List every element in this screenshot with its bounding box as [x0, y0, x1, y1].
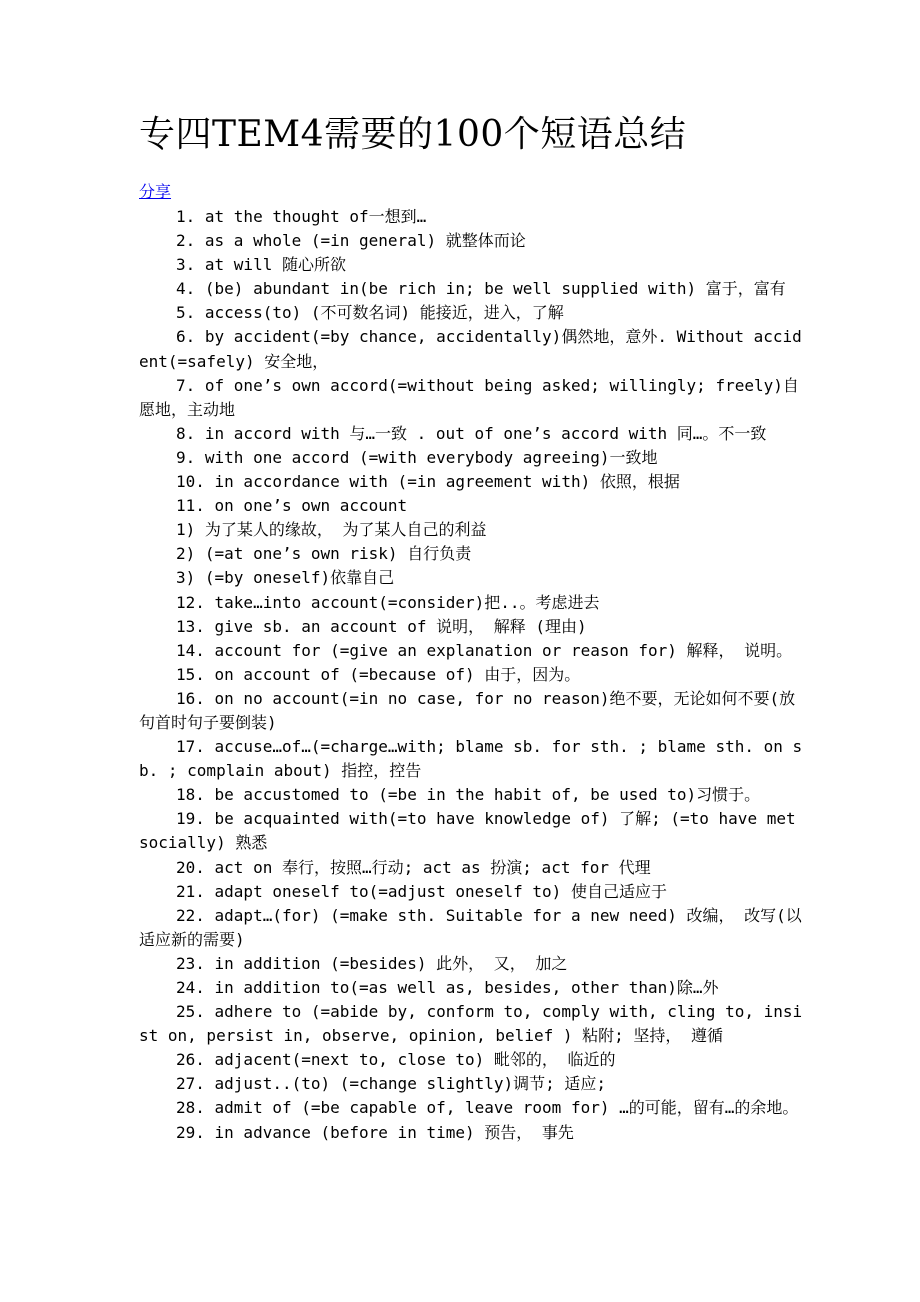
phrase-item: 22. adapt…(for) (=make sth. Suitable for a new need) 改编， 改写(以适应新的需要) [139, 905, 802, 949]
phrase-item: 16. on no account(=in no case, for no reason)绝不要，无论如何不要(放句首时句子要倒装) [139, 688, 796, 732]
phrase-item: 7. of one’s own accord(=without being asked; willingly; freely)自愿地，主动地 [139, 375, 799, 419]
phrase-item: 10. in accordance with (=in agreement with) 依照，根据 [176, 472, 680, 492]
phrase-item: 2) (=at one’s own risk) 自行负责 [176, 544, 472, 564]
phrase-item: 29. in advance (before in time) 预告， 事先 [176, 1122, 574, 1142]
phrase-item: 15. on account of (=because of) 由于，因为。 [176, 664, 581, 684]
phrase-item: 2. as a whole (=in general) 就整体而论 [176, 231, 526, 251]
phrase-item: 8. in accord with 与…一致 . out of one’s accord with 同…。不一致 [176, 423, 767, 443]
phrase-item: 24. in addition to(=as well as, besides, other than)除…外 [176, 978, 719, 997]
share-link[interactable]: 分享 [139, 182, 172, 201]
phrase-item: 21. adapt oneself to(=adjust oneself to) 使自己适应于 [176, 881, 667, 901]
phrase-item: 4. (be) abundant in(be rich in; be well supplied with) 富于，富有 [176, 279, 786, 299]
phrase-item: 19. be acquainted with(=to have knowledge of) 了解; (=to have met socially) 熟悉 [139, 809, 796, 853]
phrase-item: 12. take…into account(=consider)把..。考虑进去 [176, 592, 600, 612]
page-title: 专四TEM4需要的100个短语总结 [139, 114, 687, 155]
phrase-item: 3) (=by oneself)依靠自己 [176, 568, 395, 588]
phrase-list [139, 205, 811, 1145]
phrase-item: 18. be accustomed to (=be in the habit of, be used to)习惯于。 [176, 785, 761, 805]
phrase-item: 23. in addition (=besides) 此外， 又， 加之 [176, 953, 568, 973]
phrase-item: 1) 为了某人的缘故， 为了某人自己的利益 [176, 520, 487, 540]
phrase-item: 20. act on 奉行，按照…行动; act as 扮演; act for 代理 [176, 857, 651, 877]
phrase-item: 25. adhere to (=abide by, conform to, comply with, cling to, insist on, persist in, observe, opinion, belief ) 粘附; 坚持， 遵循 [139, 1002, 803, 1046]
phrase-item: 28. admit of (=be capable of, leave room for) …的可能，留有…的余地。 [176, 1098, 799, 1118]
phrase-item: 27. adjust..(to) (=change slightly)调节; 适应; [176, 1074, 607, 1094]
phrase-item: 3. at will 随心所欲 [176, 255, 346, 275]
phrase-item: 13. give sb. an account of 说明， 解释 (理由) [176, 616, 587, 636]
phrase-item: 6. by accident(=by chance, accidentally)偶然地，意外. Without accident(=safely) 安全地， [139, 327, 802, 371]
phrase-item: 14. account for (=give an explanation or reason for) 解释， 说明。 [176, 640, 793, 660]
phrase-item: 11. on one’s own account [176, 496, 408, 516]
phrase-item: 9. with one accord (=with everybody agreeing)一致地 [176, 447, 658, 467]
phrase-item: 1. at the thought of一想到… [176, 207, 427, 226]
phrase-item: 5. access(to) (不可数名词) 能接近，进入，了解 [176, 303, 564, 323]
phrase-item: 26. adjacent(=next to, close to) 毗邻的， 临近的 [176, 1050, 616, 1070]
phrase-item: 17. accuse…of…(=charge…with; blame sb. for sth. ; blame sth. on sb. ; complain about) 指控，控告 [139, 737, 803, 781]
